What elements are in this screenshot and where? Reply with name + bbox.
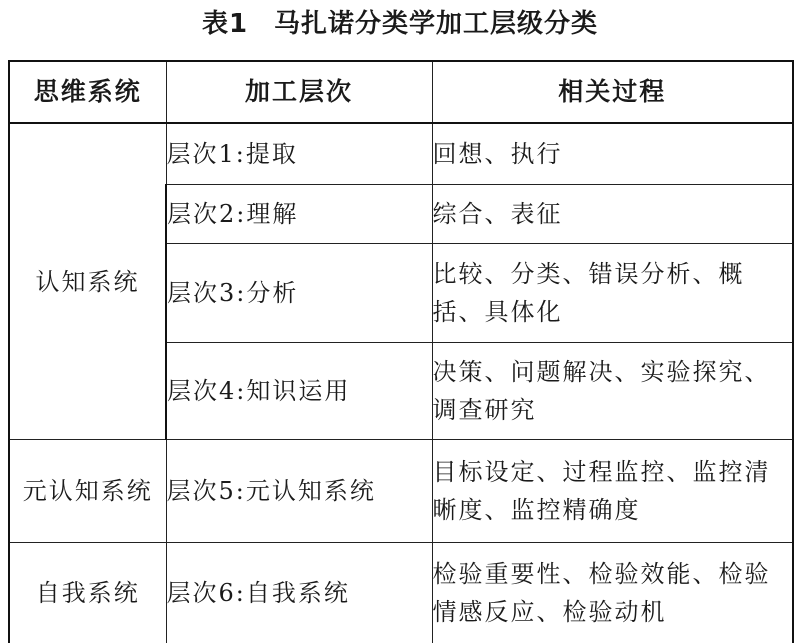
process-cell: 决策、问题解决、实验探究、调查研究 <box>432 343 793 440</box>
table-caption <box>0 6 800 42</box>
level-cell: 层次4:知识运用 <box>166 343 432 440</box>
table-row <box>9 543 793 643</box>
system-cell-metacognitive: 元认知系统 <box>9 440 166 543</box>
table-number: 表1 <box>201 9 249 39</box>
process-cell: 回想、执行 <box>432 123 793 185</box>
level-cell: 层次5:元认知系统 <box>166 440 432 543</box>
process-cell: 比较、分类、错误分析、概括、具体化 <box>432 244 793 343</box>
process-cell: 综合、表征 <box>432 185 793 244</box>
level-cell: 层次1:提取 <box>166 123 432 185</box>
process-cell: 检验重要性、检验效能、检验情感反应、检验动机 <box>432 543 793 643</box>
header-related-process: 相关过程 <box>432 61 793 123</box>
table-row <box>9 440 793 543</box>
header-processing-level: 加工层次 <box>166 61 432 123</box>
level-cell: 层次3:分析 <box>166 244 432 343</box>
process-cell: 目标设定、过程监控、监控清晰度、监控精确度 <box>432 440 793 543</box>
table-title: 马扎诺分类学加工层级分类 <box>274 9 599 39</box>
header-thinking-system: 思维系统 <box>9 61 166 123</box>
level-cell: 层次2:理解 <box>166 185 432 244</box>
level-cell: 层次6:自我系统 <box>166 543 432 643</box>
system-cell-self: 自我系统 <box>9 543 166 643</box>
system-cell-cognitive: 认知系统 <box>9 123 166 440</box>
marzano-table <box>8 60 794 643</box>
table-header-row <box>9 61 793 123</box>
table-row <box>9 123 793 185</box>
